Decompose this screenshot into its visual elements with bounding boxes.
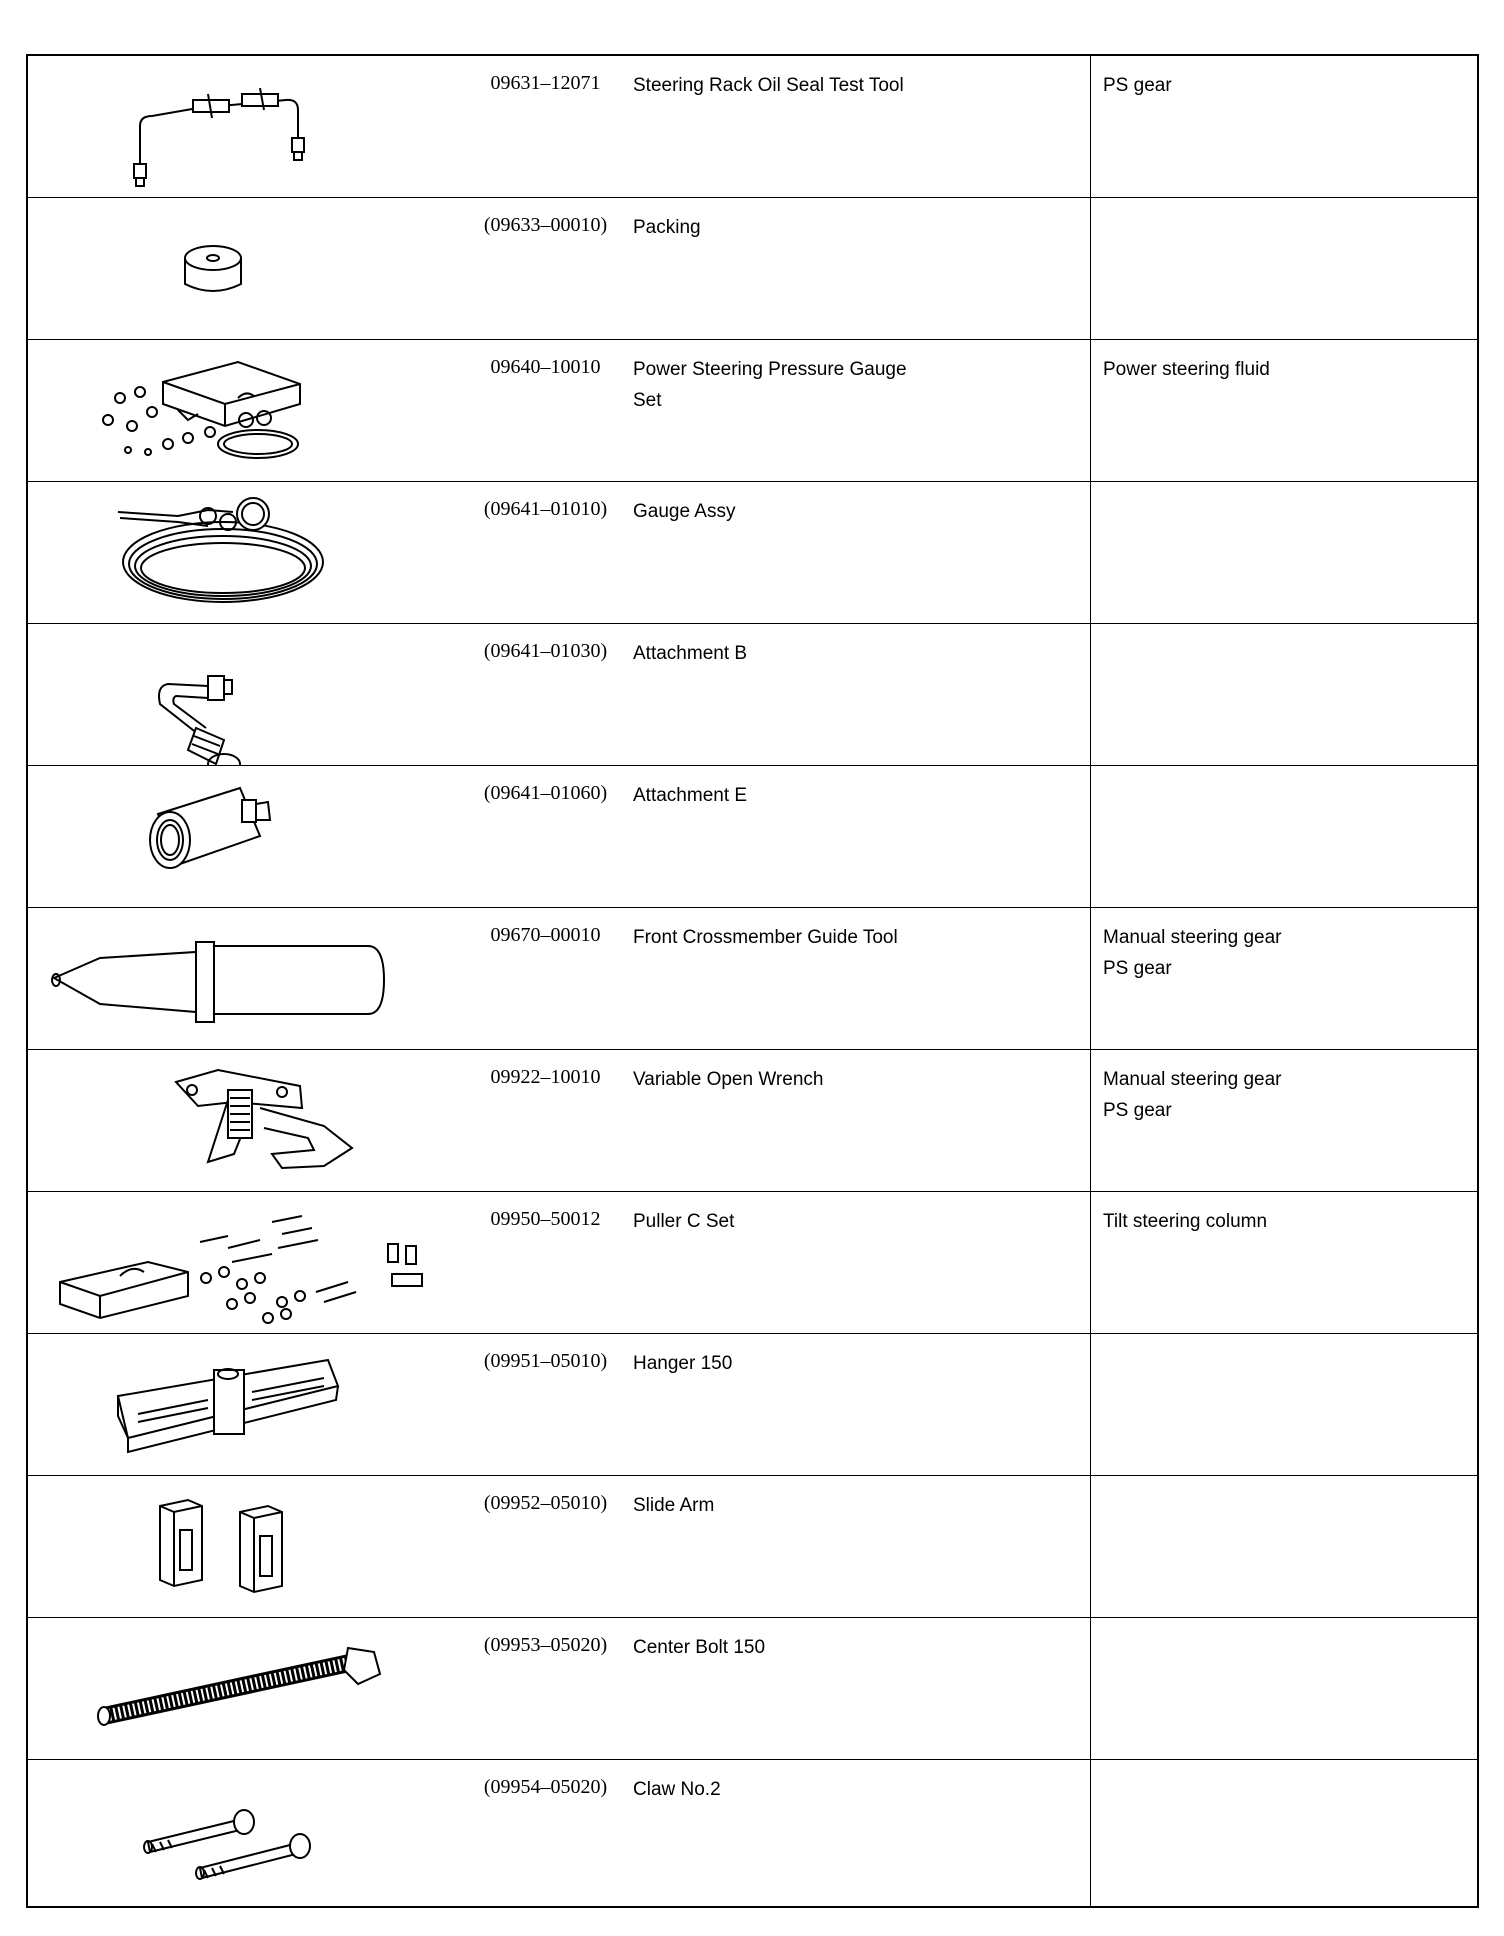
part-number: (09952–05010) bbox=[483, 1492, 608, 1514]
tool-name-line: Claw No.2 bbox=[633, 1779, 721, 1800]
tool-name-line: Gauge Assy bbox=[633, 501, 736, 522]
table-row bbox=[28, 56, 1477, 198]
table-row bbox=[28, 1476, 1477, 1618]
tool-name-line: Center Bolt 150 bbox=[633, 1637, 766, 1658]
tool-name bbox=[633, 1632, 963, 1663]
claw-icon bbox=[28, 1760, 448, 1902]
part-number: (09953–05020) bbox=[483, 1634, 608, 1656]
packing-icon bbox=[28, 198, 448, 340]
table-row bbox=[28, 1334, 1477, 1476]
special-service-tools-table bbox=[26, 54, 1479, 1908]
table-row bbox=[28, 624, 1477, 766]
tool-name-line: Attachment E bbox=[633, 785, 748, 806]
table-row bbox=[28, 198, 1477, 340]
attachment-e-icon bbox=[28, 766, 448, 908]
hanger-icon bbox=[28, 1334, 448, 1476]
tool-use-line: Manual steering gear bbox=[1103, 1069, 1282, 1090]
tool-use bbox=[1103, 922, 1463, 984]
part-number: 09950–50012 bbox=[490, 1208, 601, 1230]
steering-rack-oil-seal-test-tool-icon bbox=[28, 56, 448, 198]
tool-name bbox=[633, 638, 963, 669]
tool-use-line: PS gear bbox=[1103, 1100, 1172, 1121]
part-number: (09641–01010) bbox=[483, 498, 608, 520]
tool-name bbox=[633, 1348, 963, 1379]
tool-use bbox=[1103, 1206, 1463, 1237]
tool-name-line: Front Crossmember Guide Tool bbox=[633, 927, 898, 948]
variable-open-wrench-icon bbox=[28, 1050, 448, 1192]
tool-use-line: PS gear bbox=[1103, 75, 1172, 96]
tool-use bbox=[1103, 70, 1463, 101]
tool-name bbox=[633, 1064, 963, 1095]
center-bolt-icon bbox=[28, 1618, 448, 1760]
guide-tool-icon bbox=[28, 908, 448, 1050]
tool-name bbox=[633, 212, 963, 243]
part-number: 09670–00010 bbox=[490, 924, 601, 946]
tool-name-line: Steering Rack Oil Seal Test Tool bbox=[633, 75, 904, 96]
pressure-gauge-set-icon bbox=[28, 340, 448, 482]
attachment-b-icon bbox=[28, 624, 448, 766]
part-number: 09922–10010 bbox=[490, 1066, 601, 1088]
table-row bbox=[28, 1050, 1477, 1192]
part-number: (09954–05020) bbox=[483, 1776, 608, 1798]
tool-use-line: PS gear bbox=[1103, 958, 1172, 979]
tool-name bbox=[633, 1490, 963, 1521]
tool-name-line: Power Steering Pressure Gauge bbox=[633, 359, 907, 380]
part-number: (09641–01060) bbox=[483, 782, 608, 804]
tool-use bbox=[1103, 1064, 1463, 1126]
table-row bbox=[28, 1760, 1477, 1906]
slide-arm-icon bbox=[28, 1476, 448, 1618]
part-number: 09640–10010 bbox=[490, 356, 601, 378]
tool-use bbox=[1103, 354, 1463, 385]
gauge-assy-icon bbox=[28, 482, 448, 624]
tool-name bbox=[633, 496, 963, 527]
tool-use-line: Tilt steering column bbox=[1103, 1211, 1268, 1232]
tool-name bbox=[633, 354, 963, 416]
part-number: 09631–12071 bbox=[490, 72, 601, 94]
table-row bbox=[28, 766, 1477, 908]
tool-name-line: Variable Open Wrench bbox=[633, 1069, 824, 1090]
puller-c-set-icon bbox=[28, 1192, 448, 1334]
tool-name bbox=[633, 1206, 963, 1237]
table-row bbox=[28, 340, 1477, 482]
part-number: (09633–00010) bbox=[483, 214, 608, 236]
tool-name bbox=[633, 1774, 963, 1805]
tool-name-line: Set bbox=[633, 390, 662, 411]
tool-use-line: Power steering fluid bbox=[1103, 359, 1270, 380]
table-row bbox=[28, 1618, 1477, 1760]
table-row bbox=[28, 1192, 1477, 1334]
tool-name bbox=[633, 70, 963, 101]
tool-name-line: Puller C Set bbox=[633, 1211, 735, 1232]
tool-name-line: Hanger 150 bbox=[633, 1353, 733, 1374]
tool-name bbox=[633, 922, 963, 953]
part-number: (09641–01030) bbox=[483, 640, 608, 662]
tool-use-line: Manual steering gear bbox=[1103, 927, 1282, 948]
tool-name bbox=[633, 780, 963, 811]
tool-name-line: Slide Arm bbox=[633, 1495, 715, 1516]
part-number: (09951–05010) bbox=[483, 1350, 608, 1372]
tool-name-line: Packing bbox=[633, 217, 701, 238]
tool-name-line: Attachment B bbox=[633, 643, 748, 664]
table-row bbox=[28, 482, 1477, 624]
table-row bbox=[28, 908, 1477, 1050]
